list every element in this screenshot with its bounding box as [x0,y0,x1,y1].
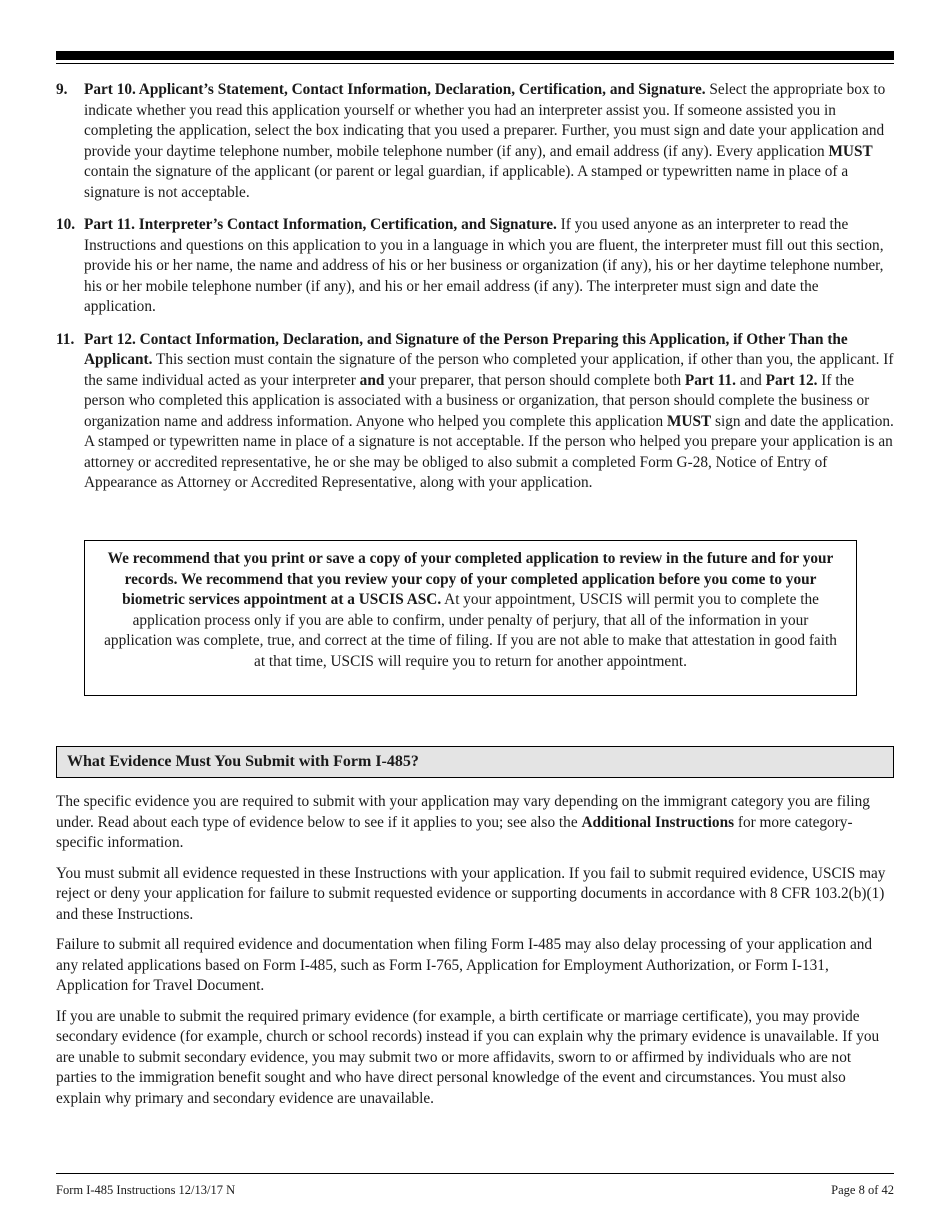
recommendation-notice-box [84,540,857,696]
item-emphasis: and [359,371,385,389]
list-item [56,330,894,494]
item-emphasis: Part 12. [765,371,818,389]
item-body: If you used anyone as an interpreter to read the Instructions and questions on this application to you in a language in which you are fluent, the interpreter must fill out this section, provide his or her name, the name and address of his or her business or organization (if any), his or her daytime telephone number, his or her mobile telephone number (if any), and his or her email address (if any). The interpreter must sign and date the application. [84,216,884,315]
item-heading: Part 10. Applicant’s Statement, Contact Information, Declaration, Certification, and Signature. [84,81,706,98]
item-number: 9. [56,81,68,98]
list-item [56,80,894,203]
section-title: What Evidence Must You Submit with Form I-485? [56,746,894,778]
item-body: If the person who completed this application is associated with a business or organization, that person should complete the business or organization name and address information. Anyone who helped you complete this application [84,371,870,430]
top-rule-thick [56,51,894,60]
paragraph: If you are unable to submit the required primary evidence (for example, a birth certificate or marriage certificate), you may provide secondary evidence (for example, church or school records) instead if you can explain why the primary evidence is unavailable. If you are unable to submit secondary evidence, you may submit two or more affidavits, sworn to or affirmed by individuals who are not parties to the immigration benefit sought and who have direct personal knowledge of the event and circumstances. You must also explain why primary and secondary evidence are unavailable. [56,1007,880,1107]
paragraph: You must submit all evidence requested in these Instructions with your application. If you fail to submit required evidence, USCIS may reject or deny your application for failure to submit requested evidence or supporting documents in accordance with 8 CFR 103.2(b)(1) and these Instructions. [56,864,886,923]
item-heading: Part 12. Contact Information, Declaration, and Signature of the Person Preparing this Application, if Other Than the Applicant. [84,330,848,368]
item-number: 11. [56,330,75,348]
item-text [84,215,894,318]
paragraph-text: The specific evidence you are required to submit with your application may vary depending on the immigrant category you are filing under. Read about each type of evidence below to see if it applies to you; see also the [56,793,870,831]
additional-instructions-reference: Additional Instructions [581,813,735,831]
paragraph [56,792,894,854]
item-text [84,330,894,494]
footer-rule [56,1173,894,1174]
notice-bold-text: We recommend that you print or save a copy of your completed application to review in the future and for your records. We recommend that you review your copy of your completed application before you come to your biometric services appointment at a USCIS ASC. [107,550,834,608]
paragraph: Failure to submit all required evidence and documentation when filing Form I-485 may also delay processing of your application and any related applications based on Form I-485, such as Form I-765, Application for Employment Authorization, or Form I-131, Application for Travel Document. [56,936,873,994]
item-body: contain the signature of the applicant (or parent or legal guardian, if applicable). A stamped or typewritten name in place of a signature is not acceptable. [84,163,849,201]
document-page [56,0,894,1230]
item-body: your preparer, that person should complete both [384,371,685,389]
form-info: Form I-485 Instructions 12/13/17 N [56,1183,236,1197]
item-heading: Part 11. Interpreter’s Contact Information, Certification, and Signature. [84,216,557,233]
notice-body-text: At your appointment, USCIS will permit you to complete the application process only if you are able to confirm, under penalty of perjury, that all of the information in your application was complete, true, and correct at the time of filing. If you are not able to make that attestation in good faith at that time, USCIS will require you to return for another appointment. [104,591,837,670]
item-body: Select the appropriate box to indicate whether you read this application yourself or whether you had an interpreter assist you. If someone assisted you in completing the application, select the box indicating that you used a preparer. Further, you must sign and date your application and provide your daytime telephone number, mobile telephone number (if any), and email address (if any). Every application [84,81,886,160]
paragraph-text: for more category-specific information. [56,813,853,851]
top-rule-thin [56,63,894,64]
evidence-section-body [56,792,894,1119]
item-emphasis: MUST [828,142,873,160]
item-emphasis: MUST [666,412,712,430]
list-item [56,215,894,318]
item-emphasis: Part 11. [684,371,736,389]
item-number: 10. [56,216,76,233]
item-text [84,80,894,203]
item-body: and [735,371,766,389]
item-body: sign and date the application. A stamped or typewritten name in place of a signature is not acceptable. If the person who helped you prepare your application is an attorney or accredited representative, he or she may be obliged to also submit a completed Form G-28, Notice of Entry of Appearance as Attorney or Accredited Representative, along with your application. [84,412,894,491]
notice-text [99,549,842,672]
instruction-list [56,80,894,506]
page-number: Page 8 of 42 [831,1183,894,1197]
item-body: This section must contain the signature of the person who completed your application, if other than you, the applicant. If the same individual acted as your interpreter [84,351,894,389]
